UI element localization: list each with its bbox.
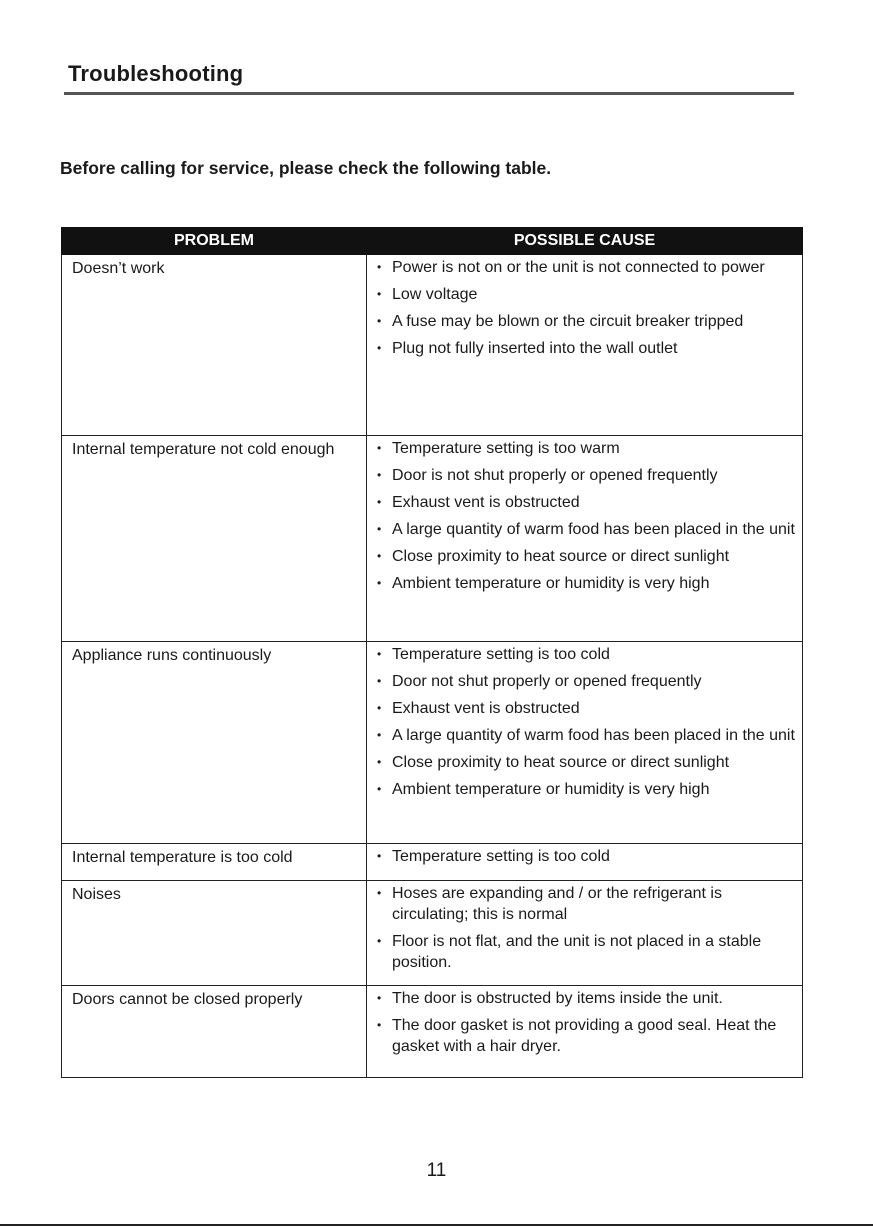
- bullet-icon: •: [377, 674, 382, 688]
- bullet-icon: •: [377, 314, 382, 328]
- cause-text: Door is not shut properly or opened frequently: [392, 467, 718, 484]
- bottom-divider: [0, 1224, 873, 1226]
- bullet-icon: •: [377, 934, 382, 948]
- cause-text: Door not shut properly or opened frequently: [392, 673, 702, 690]
- cause-text: Low voltage: [392, 286, 478, 303]
- cause-text: Plug not fully inserted into the wall outlet: [392, 340, 678, 357]
- bullet-icon: •: [377, 647, 382, 661]
- cause-text: Power is not on or the unit is not connected to power: [392, 259, 765, 276]
- list-item: [375, 492, 796, 513]
- list-item: [375, 519, 796, 540]
- cause-text: Close proximity to heat source or direct sunlight: [392, 548, 730, 565]
- problem-cell: Appliance runs continuously: [62, 642, 367, 844]
- list-item: [375, 931, 796, 973]
- table-row: [62, 986, 803, 1078]
- troubleshooting-table: [61, 227, 803, 1078]
- bullet-icon: •: [377, 468, 382, 482]
- bullet-icon: •: [377, 728, 382, 742]
- bullet-icon: •: [377, 576, 382, 590]
- cause-cell: [367, 986, 803, 1078]
- list-item: [375, 644, 796, 665]
- list-item: [375, 883, 796, 925]
- bullet-icon: •: [377, 886, 382, 900]
- cause-text: A large quantity of warm food has been placed in the unit: [392, 727, 795, 744]
- cause-text: A fuse may be blown or the circuit breaker tripped: [392, 313, 744, 330]
- cause-text: Ambient temperature or humidity is very high: [392, 575, 710, 592]
- table-row: [62, 255, 803, 436]
- bullet-icon: •: [377, 260, 382, 274]
- cause-list: [375, 988, 796, 1057]
- bullet-icon: •: [377, 441, 382, 455]
- cause-list: [375, 257, 796, 359]
- problem-cell: Noises: [62, 881, 367, 986]
- list-item: [375, 725, 796, 746]
- cause-text: Exhaust vent is obstructed: [392, 700, 580, 717]
- cause-list: [375, 883, 796, 973]
- bullet-icon: •: [377, 782, 382, 796]
- cause-text: Close proximity to heat source or direct sunlight: [392, 754, 730, 771]
- list-item: [375, 698, 796, 719]
- list-item: [375, 779, 796, 800]
- table-row: [62, 844, 803, 881]
- cause-text: The door is obstructed by items inside the unit.: [392, 990, 723, 1007]
- page-title: Troubleshooting: [68, 61, 244, 86]
- cause-list: [375, 846, 796, 867]
- list-item: [375, 284, 796, 305]
- cause-cell: [367, 844, 803, 881]
- cause-text: Temperature setting is too cold: [392, 848, 610, 865]
- title-divider: [64, 92, 794, 95]
- list-item: [375, 1015, 796, 1057]
- cause-text: A large quantity of warm food has been placed in the unit: [392, 521, 795, 538]
- page-number: 11: [426, 1160, 447, 1181]
- bullet-icon: •: [377, 341, 382, 355]
- list-item: [375, 752, 796, 773]
- list-item: [375, 846, 796, 867]
- problem-cell: Internal temperature not cold enough: [62, 436, 367, 642]
- list-item: [375, 573, 796, 594]
- bullet-icon: •: [377, 849, 382, 863]
- table-row: [62, 436, 803, 642]
- cause-column-header: POSSIBLE CAUSE: [367, 228, 803, 255]
- bullet-icon: •: [377, 549, 382, 563]
- list-item: [375, 988, 796, 1009]
- cause-text: Exhaust vent is obstructed: [392, 494, 580, 511]
- list-item: [375, 671, 796, 692]
- problem-cell: Doesn’t work: [62, 255, 367, 436]
- problem-cell: Internal temperature is too cold: [62, 844, 367, 881]
- problem-cell: Doors cannot be closed properly: [62, 986, 367, 1078]
- cause-cell: [367, 881, 803, 986]
- bullet-icon: •: [377, 287, 382, 301]
- bullet-icon: •: [377, 522, 382, 536]
- cause-text: Ambient temperature or humidity is very high: [392, 781, 710, 798]
- bullet-icon: •: [377, 495, 382, 509]
- cause-text: Floor is not flat, and the unit is not placed in a stable position.: [392, 933, 762, 971]
- list-item: [375, 338, 796, 359]
- cause-list: [375, 438, 796, 594]
- cause-cell: [367, 436, 803, 642]
- list-item: [375, 546, 796, 567]
- cause-text: Temperature setting is too warm: [392, 440, 620, 457]
- list-item: [375, 257, 796, 278]
- bullet-icon: •: [377, 755, 382, 769]
- table-row: [62, 642, 803, 844]
- cause-text: Temperature setting is too cold: [392, 646, 610, 663]
- bullet-icon: •: [377, 701, 382, 715]
- bullet-icon: •: [377, 1018, 382, 1032]
- list-item: [375, 465, 796, 486]
- cause-text: Hoses are expanding and / or the refrigerant is circulating; this is normal: [392, 885, 722, 923]
- list-item: [375, 311, 796, 332]
- intro-text: Before calling for service, please check the following table.: [60, 158, 552, 178]
- list-item: [375, 438, 796, 459]
- cause-list: [375, 644, 796, 800]
- cause-cell: [367, 642, 803, 844]
- table-header-row: [62, 228, 803, 255]
- cause-cell: [367, 255, 803, 436]
- problem-column-header: PROBLEM: [62, 228, 367, 255]
- table-row: [62, 881, 803, 986]
- cause-text: The door gasket is not providing a good seal. Heat the gasket with a hair dryer.: [392, 1017, 777, 1055]
- bullet-icon: •: [377, 991, 382, 1005]
